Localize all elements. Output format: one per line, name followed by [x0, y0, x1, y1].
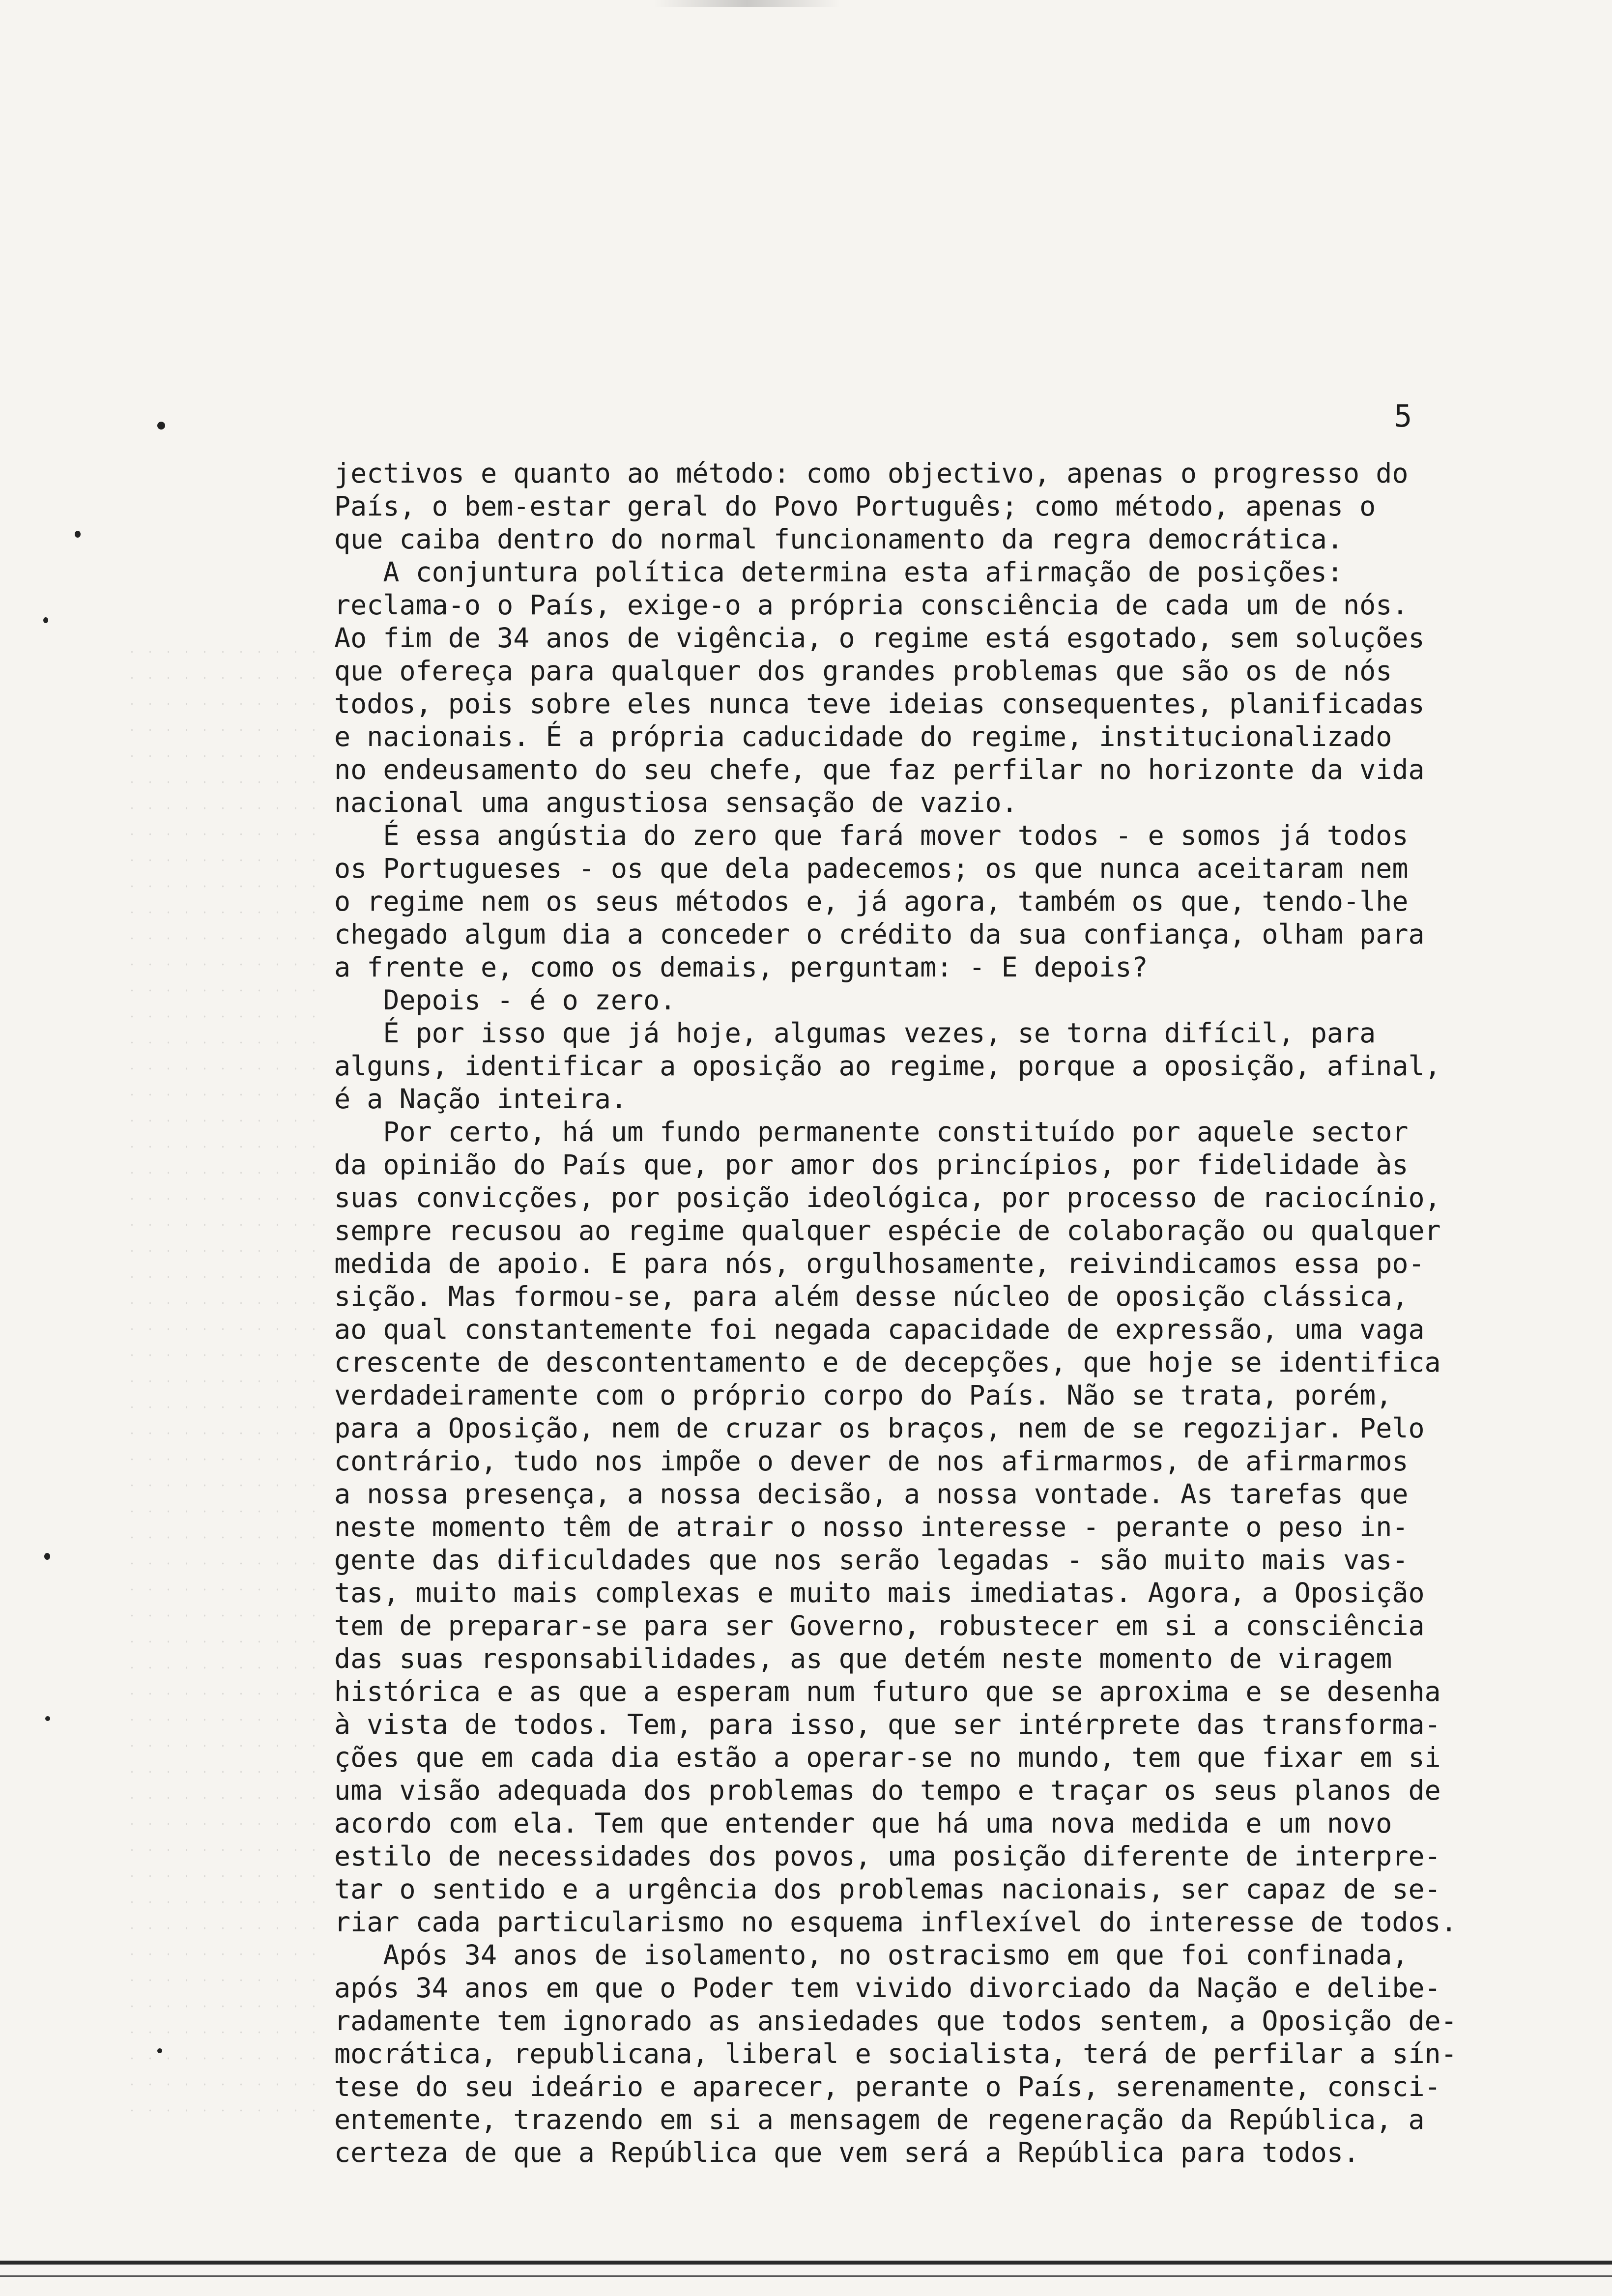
text-line: acordo com ela. Tem que entender que há uma nova medida e um novo: [334, 1808, 1392, 1839]
text-line: sempre recusou ao regime qualquer espécie de colaboração ou qualquer: [334, 1215, 1441, 1246]
text-line: suas convicções, por posição ideológica, por processo de raciocínio,: [334, 1182, 1441, 1213]
text-line: que caiba dentro do normal funcionamento da regra democrática.: [334, 523, 1343, 555]
hole-punch-mark: [157, 422, 165, 430]
bottom-scan-edge-shadow: [0, 2275, 1612, 2277]
text-line: Por certo, há um fundo permanente constituído por aquele sector: [334, 1116, 1409, 1148]
body-text: [334, 457, 1524, 2169]
text-line: ções que em cada dia estão a operar-se no mundo, tem que fixar em si: [334, 1742, 1441, 1773]
text-line: da opinião do País que, por amor dos princípios, por fidelidade às: [334, 1149, 1409, 1180]
text-line: ao qual constantemente foi negada capacidade de expressão, uma vaga: [334, 1314, 1425, 1345]
text-line: a nossa presença, a nossa decisão, a nossa vontade. As tarefas que: [334, 1478, 1409, 1510]
text-line: certeza de que a República que vem será a República para todos.: [334, 2137, 1360, 2168]
text-line: histórica e as que a esperam num futuro que se aproxima e se desenha: [334, 1676, 1441, 1707]
hole-punch-mark: [43, 617, 48, 623]
text-line: É essa angústia do zero que fará mover todos - e somos já todos: [334, 820, 1409, 851]
text-line: tem de preparar-se para ser Governo, robustecer em si a consciência: [334, 1610, 1425, 1641]
text-line: é a Nação inteira.: [334, 1083, 628, 1115]
scan-smudge: [654, 0, 840, 7]
text-line: jectivos e quanto ao método: como objectivo, apenas o progresso do: [334, 458, 1409, 489]
margin-speckles: [123, 639, 329, 2113]
text-line: sição. Mas formou-se, para além desse núcleo de oposição clássica,: [334, 1281, 1409, 1312]
bottom-scan-edge: [0, 2261, 1612, 2265]
page-number: 5: [1394, 398, 1412, 434]
text-line: Ao fim de 34 anos de vigência, o regime está esgotado, sem soluções: [334, 622, 1425, 654]
text-line: entemente, trazendo em si a mensagem de regeneração da República, a: [334, 2104, 1425, 2135]
text-line: para a Oposição, nem de cruzar os braços, nem de se regozijar. Pelo: [334, 1412, 1425, 1444]
text-line: medida de apoio. E para nós, orgulhosamente, reivindicamos essa po-: [334, 1248, 1425, 1279]
text-line: A conjuntura política determina esta afirmação de posições:: [334, 556, 1343, 588]
text-line: riar cada particularismo no esquema inflexível do interesse de todos.: [334, 1906, 1457, 1938]
text-line: chegado algum dia a conceder o crédito da sua confiança, olham para: [334, 918, 1425, 950]
text-line: nacional uma angustiosa sensação de vazio.: [334, 787, 1018, 818]
text-line: verdadeiramente com o próprio corpo do País. Não se trata, porém,: [334, 1379, 1392, 1411]
text-line: alguns, identificar a oposição ao regime, porque a oposição, afinal,: [334, 1050, 1441, 1082]
text-line: a frente e, como os demais, perguntam: - E depois?: [334, 951, 1148, 983]
text-line: crescente de descontentamento e de decepções, que hoje se identifica: [334, 1347, 1441, 1378]
text-line: Após 34 anos de isolamento, no ostracismo em que foi confinada,: [334, 1939, 1409, 1971]
text-line: É por isso que já hoje, algumas vezes, se torna difícil, para: [334, 1017, 1376, 1049]
text-line: neste momento têm de atrair o nosso interesse - perante o peso in-: [334, 1511, 1409, 1543]
text-line: e nacionais. É a própria caducidade do regime, institucionalizado: [334, 721, 1392, 752]
text-line: o regime nem os seus métodos e, já agora, também os que, tendo-lhe: [334, 886, 1409, 917]
text-line: no endeusamento do seu chefe, que faz perfilar no horizonte da vida: [334, 754, 1425, 785]
hole-punch-mark: [45, 1716, 50, 1721]
text-line: radamente tem ignorado as ansiedades que todos sentem, a Oposição de-: [334, 2005, 1457, 2037]
text-line: reclama-o o País, exige-o a própria consciência de cada um de nós.: [334, 589, 1409, 621]
text-line: das suas responsabilidades, as que detém neste momento de viragem: [334, 1643, 1392, 1674]
text-line: mocrática, republicana, liberal e socialista, terá de perfilar a sín-: [334, 2038, 1457, 2069]
text-line: contrário, tudo nos impõe o dever de nos afirmarmos, de afirmarmos: [334, 1445, 1409, 1477]
text-line: todos, pois sobre eles nunca teve ideias consequentes, planificadas: [334, 688, 1425, 719]
hole-punch-mark: [44, 1553, 50, 1560]
text-line: que ofereça para qualquer dos grandes problemas que são os de nós: [334, 655, 1392, 687]
text-line: País, o bem-estar geral do Povo Português; como método, apenas o: [334, 490, 1376, 522]
hole-punch-mark: [75, 531, 81, 538]
text-line: os Portugueses - os que dela padecemos; os que nunca aceitaram nem: [334, 853, 1409, 884]
text-line: tese do seu ideário e aparecer, perante o País, serenamente, consci-: [334, 2071, 1441, 2102]
text-line: após 34 anos em que o Poder tem vivido divorciado da Nação e delibe-: [334, 1972, 1441, 2004]
text-line: à vista de todos. Tem, para isso, que ser intérprete das transforma-: [334, 1709, 1441, 1740]
text-line: tas, muito mais complexas e muito mais imediatas. Agora, a Oposição: [334, 1577, 1425, 1608]
text-line: gente das dificuldades que nos serão legadas - são muito mais vas-: [334, 1544, 1409, 1576]
text-line: Depois - é o zero.: [334, 984, 676, 1016]
text-line: uma visão adequada dos problemas do tempo e traçar os seus planos de: [334, 1775, 1441, 1806]
hole-punch-mark: [157, 2048, 162, 2053]
text-line: estilo de necessidades dos povos, uma posição diferente de interpre-: [334, 1840, 1441, 1872]
text-line: tar o sentido e a urgência dos problemas nacionais, ser capaz de se-: [334, 1873, 1441, 1905]
